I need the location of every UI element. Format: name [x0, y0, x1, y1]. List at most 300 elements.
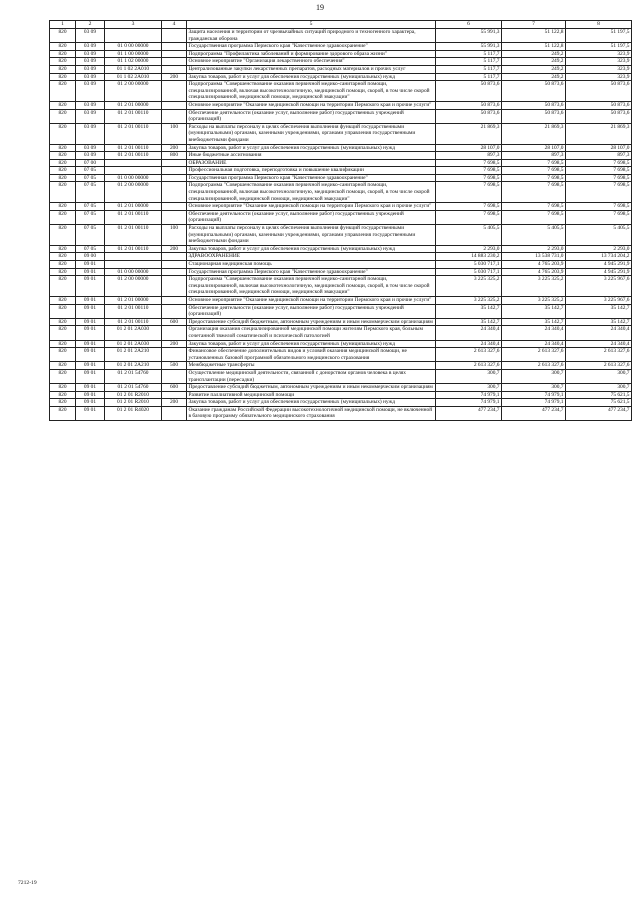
item-name-cell: Предоставление субсидий бюджетным, автономным учреждениям и иным некоммерческим организациям — [187, 318, 436, 326]
section-code-cell: 09 01 — [76, 276, 105, 297]
amount-col6-cell: 5 030 717,1 — [436, 261, 502, 269]
admin-code-cell: 820 — [50, 174, 76, 182]
admin-code-cell: 820 — [50, 253, 76, 261]
amount-col7-cell: 3 225 325,2 — [502, 276, 566, 297]
table-row — [50, 384, 632, 392]
amount-col6-cell: 897,3 — [436, 152, 502, 160]
admin-code-cell: 820 — [50, 406, 76, 420]
target-item-code-cell: 01 2 01 2A030 — [105, 340, 162, 348]
table-row — [50, 245, 632, 253]
amount-col7-cell: 50 873,6 — [502, 101, 566, 109]
section-code-cell: 09 01 — [76, 268, 105, 276]
section-code-cell: 09 01 — [76, 399, 105, 407]
column-number: 8 — [566, 21, 632, 29]
amount-col6-cell: 55 991,3 — [436, 29, 502, 43]
expense-type-code-cell — [162, 276, 187, 297]
table-row — [50, 159, 632, 167]
table-row — [50, 203, 632, 211]
expense-type-code-cell — [162, 406, 187, 420]
amount-col6-cell: 477 234,7 — [436, 406, 502, 420]
amount-col8-cell: 323,9 — [566, 58, 632, 66]
expense-type-code-cell: 600 — [162, 318, 187, 326]
amount-col7-cell: 51 122,8 — [502, 43, 566, 51]
target-item-code-cell: 01 2 01 00110 — [105, 318, 162, 326]
amount-col6-cell: 3 225 325,2 — [436, 276, 502, 297]
target-item-code-cell: 01 2 01 00110 — [105, 152, 162, 160]
amount-col7-cell: 7 698,5 — [502, 159, 566, 167]
expense-type-code-cell: 200 — [162, 245, 187, 253]
amount-col7-cell: 300,7 — [502, 384, 566, 392]
column-number: 4 — [162, 21, 187, 29]
target-item-code-cell: 01 2 00 00000 — [105, 276, 162, 297]
amount-col6-cell: 5 117,7 — [436, 58, 502, 66]
section-code-cell: 07 05 — [76, 182, 105, 203]
amount-col7-cell: 300,7 — [502, 369, 566, 383]
item-name-cell: Государственная программа Пермского края "Качественное здравоохранение" — [187, 174, 436, 182]
target-item-code-cell: 01 2 01 00110 — [105, 210, 162, 224]
admin-code-cell: 820 — [50, 326, 76, 340]
table-row — [50, 152, 632, 160]
amount-col6-cell: 5 117,7 — [436, 65, 502, 73]
amount-col6-cell: 50 873,6 — [436, 81, 502, 102]
item-name-cell: Профессиональная подготовка, переподготовка и повышение квалификации — [187, 167, 436, 175]
admin-code-cell: 820 — [50, 276, 76, 297]
target-item-code-cell: 01 1 02 2A010 — [105, 73, 162, 81]
column-number: 1 — [50, 21, 76, 29]
amount-col8-cell: 5 405,5 — [566, 225, 632, 246]
item-name-cell: Обеспечение деятельности (оказание услуг, выполнение работ) государственных учреждений (организаций) — [187, 210, 436, 224]
target-item-code-cell — [105, 167, 162, 175]
table-row — [50, 276, 632, 297]
table-row — [50, 261, 632, 269]
amount-col8-cell: 35 142,7 — [566, 304, 632, 318]
admin-code-cell: 820 — [50, 159, 76, 167]
amount-col8-cell: 300,7 — [566, 384, 632, 392]
expense-type-code-cell: 100 — [162, 123, 187, 144]
amount-col6-cell: 35 142,7 — [436, 318, 502, 326]
column-number: 2 — [76, 21, 105, 29]
target-item-code-cell: 01 2 00 00000 — [105, 81, 162, 102]
amount-col7-cell: 24 340,4 — [502, 340, 566, 348]
amount-col6-cell: 24 340,4 — [436, 326, 502, 340]
amount-col6-cell: 300,7 — [436, 384, 502, 392]
admin-code-cell: 820 — [50, 203, 76, 211]
amount-col6-cell: 7 698,5 — [436, 210, 502, 224]
admin-code-cell: 820 — [50, 58, 76, 66]
table-row — [50, 406, 632, 420]
item-name-cell: Стационарная медицинская помощь — [187, 261, 436, 269]
amount-col6-cell: 50 873,6 — [436, 109, 502, 123]
item-name-cell: Предоставление субсидий бюджетным, автономным учреждениям и иным некоммерческим организациям — [187, 384, 436, 392]
expense-type-code-cell: 200 — [162, 73, 187, 81]
item-name-cell: Централизованные закупки лекарственных препаратов, расходных материалов и прочих услуг — [187, 65, 436, 73]
target-item-code-cell: 01 1 02 2A010 — [105, 65, 162, 73]
admin-code-cell: 820 — [50, 384, 76, 392]
amount-col7-cell: 24 340,4 — [502, 326, 566, 340]
amount-col7-cell: 7 698,5 — [502, 203, 566, 211]
target-item-code-cell: 01 2 01 00110 — [105, 144, 162, 152]
target-item-code-cell: 01 2 01 R4020 — [105, 406, 162, 420]
amount-col8-cell: 4 945 291,9 — [566, 261, 632, 269]
section-code-cell: 09 01 — [76, 384, 105, 392]
section-code-cell: 09 01 — [76, 406, 105, 420]
item-name-cell: Подпрограмма "Совершенствование оказания первичной медико-санитарной помощи, специализированной, включая высокотехнологичную, медицинской помощи, скорой, в том числе скорой специализированной, медицинской помощи, медицинской эвакуации" — [187, 81, 436, 102]
section-code-cell: 03 09 — [76, 73, 105, 81]
amount-col6-cell: 28 107,0 — [436, 144, 502, 152]
amount-col8-cell: 4 945 291,9 — [566, 268, 632, 276]
item-name-cell: Закупка товаров, работ и услуг для обеспечения государственных (муниципальных) нужд — [187, 399, 436, 407]
admin-code-cell: 820 — [50, 245, 76, 253]
item-name-cell: Государственная программа Пермского края "Качественное здравоохранение" — [187, 268, 436, 276]
target-item-code-cell: 01 2 01 54760 — [105, 384, 162, 392]
target-item-code-cell: 01 0 00 00000 — [105, 174, 162, 182]
admin-code-cell: 820 — [50, 182, 76, 203]
table-row — [50, 182, 632, 203]
table-row — [50, 144, 632, 152]
section-code-cell: 03 09 — [76, 101, 105, 109]
expense-type-code-cell — [162, 58, 187, 66]
expense-type-code-cell — [162, 261, 187, 269]
admin-code-cell: 820 — [50, 144, 76, 152]
table-row — [50, 58, 632, 66]
admin-code-cell: 820 — [50, 268, 76, 276]
table-row — [50, 369, 632, 383]
target-item-code-cell: 01 2 01 R2010 — [105, 391, 162, 399]
section-code-cell: 03 09 — [76, 65, 105, 73]
page-number: 19 — [316, 3, 324, 12]
footer-code: 7212-19 — [18, 880, 37, 886]
amount-col6-cell: 5 405,5 — [436, 225, 502, 246]
table-row — [50, 167, 632, 175]
amount-col8-cell: 3 225 967,6 — [566, 276, 632, 297]
expense-type-code-cell — [162, 109, 187, 123]
amount-col7-cell: 2 293,0 — [502, 245, 566, 253]
amount-col7-cell: 28 107,0 — [502, 144, 566, 152]
admin-code-cell: 820 — [50, 261, 76, 269]
section-code-cell: 09 01 — [76, 296, 105, 304]
amount-col8-cell: 28 107,0 — [566, 144, 632, 152]
amount-col6-cell: 2 293,0 — [436, 245, 502, 253]
section-code-cell: 07 05 — [76, 203, 105, 211]
amount-col8-cell: 75 621,5 — [566, 391, 632, 399]
amount-col8-cell: 3 225 967,6 — [566, 296, 632, 304]
amount-col6-cell: 7 698,5 — [436, 174, 502, 182]
admin-code-cell: 820 — [50, 304, 76, 318]
target-item-code-cell: 01 2 01 00110 — [105, 225, 162, 246]
item-name-cell: Подпрограмма "Профилактика заболеваний и формирование здорового образа жизни" — [187, 50, 436, 58]
amount-col8-cell: 24 340,4 — [566, 340, 632, 348]
section-code-cell: 09 01 — [76, 391, 105, 399]
amount-col8-cell: 75 621,5 — [566, 399, 632, 407]
column-number: 5 — [187, 21, 436, 29]
admin-code-cell: 820 — [50, 167, 76, 175]
section-code-cell: 07 05 — [76, 245, 105, 253]
amount-col8-cell: 50 873,6 — [566, 81, 632, 102]
amount-col6-cell: 2 613 327,6 — [436, 348, 502, 362]
target-item-code-cell: 01 2 01 00000 — [105, 296, 162, 304]
item-name-cell: Межбюджетные трансферты — [187, 362, 436, 370]
table-body — [50, 29, 632, 421]
expense-type-code-cell — [162, 174, 187, 182]
item-name-cell: Основное мероприятие "Оказание медицинской помощи на территории Пермского края и прочие услуги" — [187, 203, 436, 211]
amount-col8-cell: 7 698,5 — [566, 167, 632, 175]
admin-code-cell: 820 — [50, 399, 76, 407]
expense-type-code-cell — [162, 326, 187, 340]
target-item-code-cell: 01 2 01 00110 — [105, 123, 162, 144]
expense-type-code-cell — [162, 29, 187, 43]
admin-code-cell: 820 — [50, 318, 76, 326]
amount-col8-cell: 51 197,5 — [566, 43, 632, 51]
table-row — [50, 43, 632, 51]
target-item-code-cell — [105, 159, 162, 167]
table-row — [50, 73, 632, 81]
admin-code-cell: 820 — [50, 101, 76, 109]
amount-col8-cell: 7 698,5 — [566, 182, 632, 203]
table-row — [50, 340, 632, 348]
item-name-cell: Финансовое обеспечение дополнительных видов и условий оказания медицинской помощи, не установленных базовой программой обязательного медицинского страхования — [187, 348, 436, 362]
amount-col8-cell: 7 698,5 — [566, 174, 632, 182]
table-row — [50, 50, 632, 58]
expense-type-code-cell — [162, 50, 187, 58]
section-code-cell: 09 01 — [76, 318, 105, 326]
amount-col8-cell: 477 234,7 — [566, 406, 632, 420]
table-row — [50, 304, 632, 318]
item-name-cell: Закупка товаров, работ и услуг для обеспечения государственных (муниципальных) нужд — [187, 144, 436, 152]
item-name-cell: Закупка товаров, работ и услуг для обеспечения государственных (муниципальных) нужд — [187, 245, 436, 253]
amount-col7-cell: 74 979,1 — [502, 391, 566, 399]
expense-type-code-cell: 800 — [162, 152, 187, 160]
target-item-code-cell: 01 2 00 00000 — [105, 182, 162, 203]
section-code-cell: 03 09 — [76, 50, 105, 58]
target-item-code-cell: 01 2 01 2A210 — [105, 362, 162, 370]
admin-code-cell: 820 — [50, 109, 76, 123]
section-code-cell: 09 01 — [76, 348, 105, 362]
expense-type-code-cell: 100 — [162, 225, 187, 246]
target-item-code-cell: 01 2 01 R2010 — [105, 399, 162, 407]
expense-type-code-cell — [162, 268, 187, 276]
target-item-code-cell: 01 2 01 00110 — [105, 245, 162, 253]
table-row — [50, 225, 632, 246]
table-row — [50, 318, 632, 326]
amount-col8-cell: 13 734 204,2 — [566, 253, 632, 261]
amount-col7-cell: 21 869,3 — [502, 123, 566, 144]
target-item-code-cell — [105, 29, 162, 43]
admin-code-cell: 820 — [50, 81, 76, 102]
target-item-code-cell: 01 0 00 00000 — [105, 43, 162, 51]
target-item-code-cell: 01 2 01 00000 — [105, 101, 162, 109]
amount-col7-cell: 2 613 327,6 — [502, 348, 566, 362]
expense-type-code-cell — [162, 391, 187, 399]
table-row — [50, 391, 632, 399]
amount-col8-cell: 300,7 — [566, 369, 632, 383]
table-row — [50, 253, 632, 261]
expense-type-code-cell — [162, 304, 187, 318]
target-item-code-cell: 01 2 01 00110 — [105, 304, 162, 318]
table-row — [50, 326, 632, 340]
amount-col7-cell: 5 405,5 — [502, 225, 566, 246]
item-name-cell: Основное мероприятие "Оказание медицинской помощи на территории Пермского края и прочие услуги" — [187, 296, 436, 304]
amount-col7-cell: 249,2 — [502, 65, 566, 73]
section-code-cell: 03 09 — [76, 152, 105, 160]
column-number: 6 — [436, 21, 502, 29]
amount-col8-cell: 21 869,3 — [566, 123, 632, 144]
amount-col6-cell: 24 340,4 — [436, 340, 502, 348]
table-row — [50, 174, 632, 182]
section-code-cell: 03 09 — [76, 43, 105, 51]
amount-col8-cell: 323,9 — [566, 73, 632, 81]
admin-code-cell: 820 — [50, 152, 76, 160]
admin-code-cell: 820 — [50, 210, 76, 224]
table-row — [50, 210, 632, 224]
item-name-cell: Расходы на выплаты персоналу в целях обеспечения выполнения функций государственными (муниципальными) органами, казенными учреждениями, органами управления государственными внебюджетными фондами — [187, 123, 436, 144]
admin-code-cell: 820 — [50, 369, 76, 383]
amount-col7-cell: 7 698,5 — [502, 182, 566, 203]
table-row — [50, 268, 632, 276]
section-code-cell: 03 09 — [76, 144, 105, 152]
section-code-cell: 03 09 — [76, 81, 105, 102]
expense-type-code-cell — [162, 159, 187, 167]
section-code-cell: 09 00 — [76, 253, 105, 261]
amount-col6-cell: 7 698,5 — [436, 167, 502, 175]
amount-col7-cell: 13 538 731,0 — [502, 253, 566, 261]
target-item-code-cell: 01 2 01 00110 — [105, 109, 162, 123]
item-name-cell: Обеспечение деятельности (оказание услуг, выполнение работ) государственных учреждений (организаций) — [187, 109, 436, 123]
amount-col8-cell: 323,9 — [566, 65, 632, 73]
item-name-cell: Основное мероприятие "Организация лекарственного обеспечения" — [187, 58, 436, 66]
amount-col7-cell: 249,2 — [502, 73, 566, 81]
item-name-cell: Закупка товаров, работ и услуг для обеспечения государственных (муниципальных) нужд — [187, 73, 436, 81]
expense-type-code-cell — [162, 101, 187, 109]
amount-col6-cell: 7 698,5 — [436, 182, 502, 203]
amount-col6-cell: 50 873,6 — [436, 101, 502, 109]
amount-col7-cell: 35 142,7 — [502, 318, 566, 326]
amount-col7-cell: 51 122,8 — [502, 29, 566, 43]
expense-type-code-cell — [162, 253, 187, 261]
expense-type-code-cell — [162, 65, 187, 73]
admin-code-cell: 820 — [50, 340, 76, 348]
amount-col7-cell: 3 225 325,2 — [502, 296, 566, 304]
item-name-cell: Осуществление медицинской деятельности, связанной с донорством органов человека в целях трансплантации (пересадки) — [187, 369, 436, 383]
expense-type-code-cell — [162, 203, 187, 211]
target-item-code-cell: 01 0 00 00000 — [105, 268, 162, 276]
section-code-cell: 03 09 — [76, 58, 105, 66]
column-number-row — [50, 21, 632, 29]
admin-code-cell: 820 — [50, 362, 76, 370]
target-item-code-cell — [105, 253, 162, 261]
amount-col6-cell: 2 613 327,6 — [436, 362, 502, 370]
amount-col8-cell: 24 340,4 — [566, 326, 632, 340]
section-code-cell: 07 05 — [76, 167, 105, 175]
column-number: 3 — [105, 21, 162, 29]
amount-col6-cell: 35 142,7 — [436, 304, 502, 318]
amount-col8-cell: 7 698,5 — [566, 210, 632, 224]
section-code-cell: 09 01 — [76, 369, 105, 383]
column-number: 7 — [502, 21, 566, 29]
amount-col8-cell: 51 197,5 — [566, 29, 632, 43]
table-row — [50, 123, 632, 144]
amount-col7-cell: 7 698,5 — [502, 210, 566, 224]
amount-col7-cell: 50 873,6 — [502, 81, 566, 102]
amount-col7-cell: 897,3 — [502, 152, 566, 160]
expense-type-code-cell: 200 — [162, 144, 187, 152]
item-name-cell: Обеспечение деятельности (оказание услуг, выполнение работ) государственных учреждений (организаций) — [187, 304, 436, 318]
item-name-cell: Основное мероприятие "Оказание медицинской помощи на территории Пермского края и прочие услуги" — [187, 101, 436, 109]
item-name-cell: ОБРАЗОВАНИЕ — [187, 159, 436, 167]
item-name-cell: Подпрограмма "Совершенствование оказания первичной медико-санитарной помощи, специализированной, включая высокотехнологичную, медицинской помощи, скорой, в том числе скорой специализированной, медицинской помощи, медицинской эвакуации" — [187, 182, 436, 203]
expense-type-code-cell — [162, 369, 187, 383]
item-name-cell: Государственная программа Пермского края "Качественное здравоохранение" — [187, 43, 436, 51]
item-name-cell: Организация оказания специализированной медицинской помощи жителям Пермского края, больным сочетанной тяжелой соматической и психической патологией — [187, 326, 436, 340]
section-code-cell: 03 09 — [76, 29, 105, 43]
target-item-code-cell — [105, 261, 162, 269]
section-code-cell: 09 01 — [76, 326, 105, 340]
table-row — [50, 362, 632, 370]
item-name-cell: Оказание гражданам Российской Федерации высокотехнологичной медицинской помощи, не включенной в базовую программу обязательного медицинского страхования — [187, 406, 436, 420]
expense-type-code-cell — [162, 296, 187, 304]
amount-col7-cell: 35 142,7 — [502, 304, 566, 318]
item-name-cell: Подпрограмма "Совершенствование оказания первичной медико-санитарной помощи, специализированной, включая высокотехнологичную, медицинской помощи, скорой, в том числе скорой специализированной, медицинской помощи, медицинской эвакуации" — [187, 276, 436, 297]
table-row — [50, 399, 632, 407]
target-item-code-cell: 01 2 01 54760 — [105, 369, 162, 383]
admin-code-cell: 820 — [50, 123, 76, 144]
expense-type-code-cell — [162, 182, 187, 203]
expense-type-code-cell — [162, 348, 187, 362]
target-item-code-cell: 01 2 01 00000 — [105, 203, 162, 211]
item-name-cell: Иные бюджетные ассигнования — [187, 152, 436, 160]
amount-col8-cell: 50 873,6 — [566, 109, 632, 123]
amount-col8-cell: 2 293,0 — [566, 245, 632, 253]
expense-type-code-cell — [162, 43, 187, 51]
amount-col7-cell: 4 765 203,9 — [502, 261, 566, 269]
expense-type-code-cell — [162, 210, 187, 224]
item-name-cell: Расходы на выплаты персоналу в целях обеспечения выполнения функций государственными (муниципальными) органами, казенными учреждениями, органами управления государственными внебюджетными фондами — [187, 225, 436, 246]
expense-type-code-cell — [162, 167, 187, 175]
target-item-code-cell: 01 1 00 00000 — [105, 50, 162, 58]
amount-col8-cell: 35 142,7 — [566, 318, 632, 326]
amount-col6-cell: 55 991,3 — [436, 43, 502, 51]
item-name-cell: ЗДРАВООХРАНЕНИЕ — [187, 253, 436, 261]
expense-type-code-cell: 500 — [162, 362, 187, 370]
target-item-code-cell: 01 2 01 2A030 — [105, 326, 162, 340]
admin-code-cell: 820 — [50, 391, 76, 399]
amount-col7-cell: 74 979,1 — [502, 399, 566, 407]
amount-col7-cell: 7 698,5 — [502, 174, 566, 182]
section-code-cell: 09 01 — [76, 340, 105, 348]
expense-type-code-cell: 200 — [162, 340, 187, 348]
amount-col8-cell: 50 873,6 — [566, 101, 632, 109]
amount-col7-cell: 50 873,6 — [502, 109, 566, 123]
amount-col8-cell: 2 613 327,6 — [566, 362, 632, 370]
amount-col6-cell: 5 117,7 — [436, 73, 502, 81]
admin-code-cell: 820 — [50, 43, 76, 51]
amount-col6-cell: 14 883 230,2 — [436, 253, 502, 261]
target-item-code-cell: 01 1 02 00000 — [105, 58, 162, 66]
section-code-cell: 07 05 — [76, 210, 105, 224]
table-row — [50, 29, 632, 43]
target-item-code-cell: 01 2 01 2A210 — [105, 348, 162, 362]
admin-code-cell: 820 — [50, 73, 76, 81]
amount-col6-cell: 300,7 — [436, 369, 502, 383]
amount-col6-cell: 3 225 325,2 — [436, 296, 502, 304]
section-code-cell: 07 05 — [76, 225, 105, 246]
table-row — [50, 101, 632, 109]
amount-col6-cell: 74 979,1 — [436, 391, 502, 399]
section-code-cell: 03 09 — [76, 109, 105, 123]
amount-col6-cell: 7 698,5 — [436, 203, 502, 211]
admin-code-cell: 820 — [50, 29, 76, 43]
amount-col8-cell: 323,9 — [566, 50, 632, 58]
expense-type-code-cell: 200 — [162, 399, 187, 407]
